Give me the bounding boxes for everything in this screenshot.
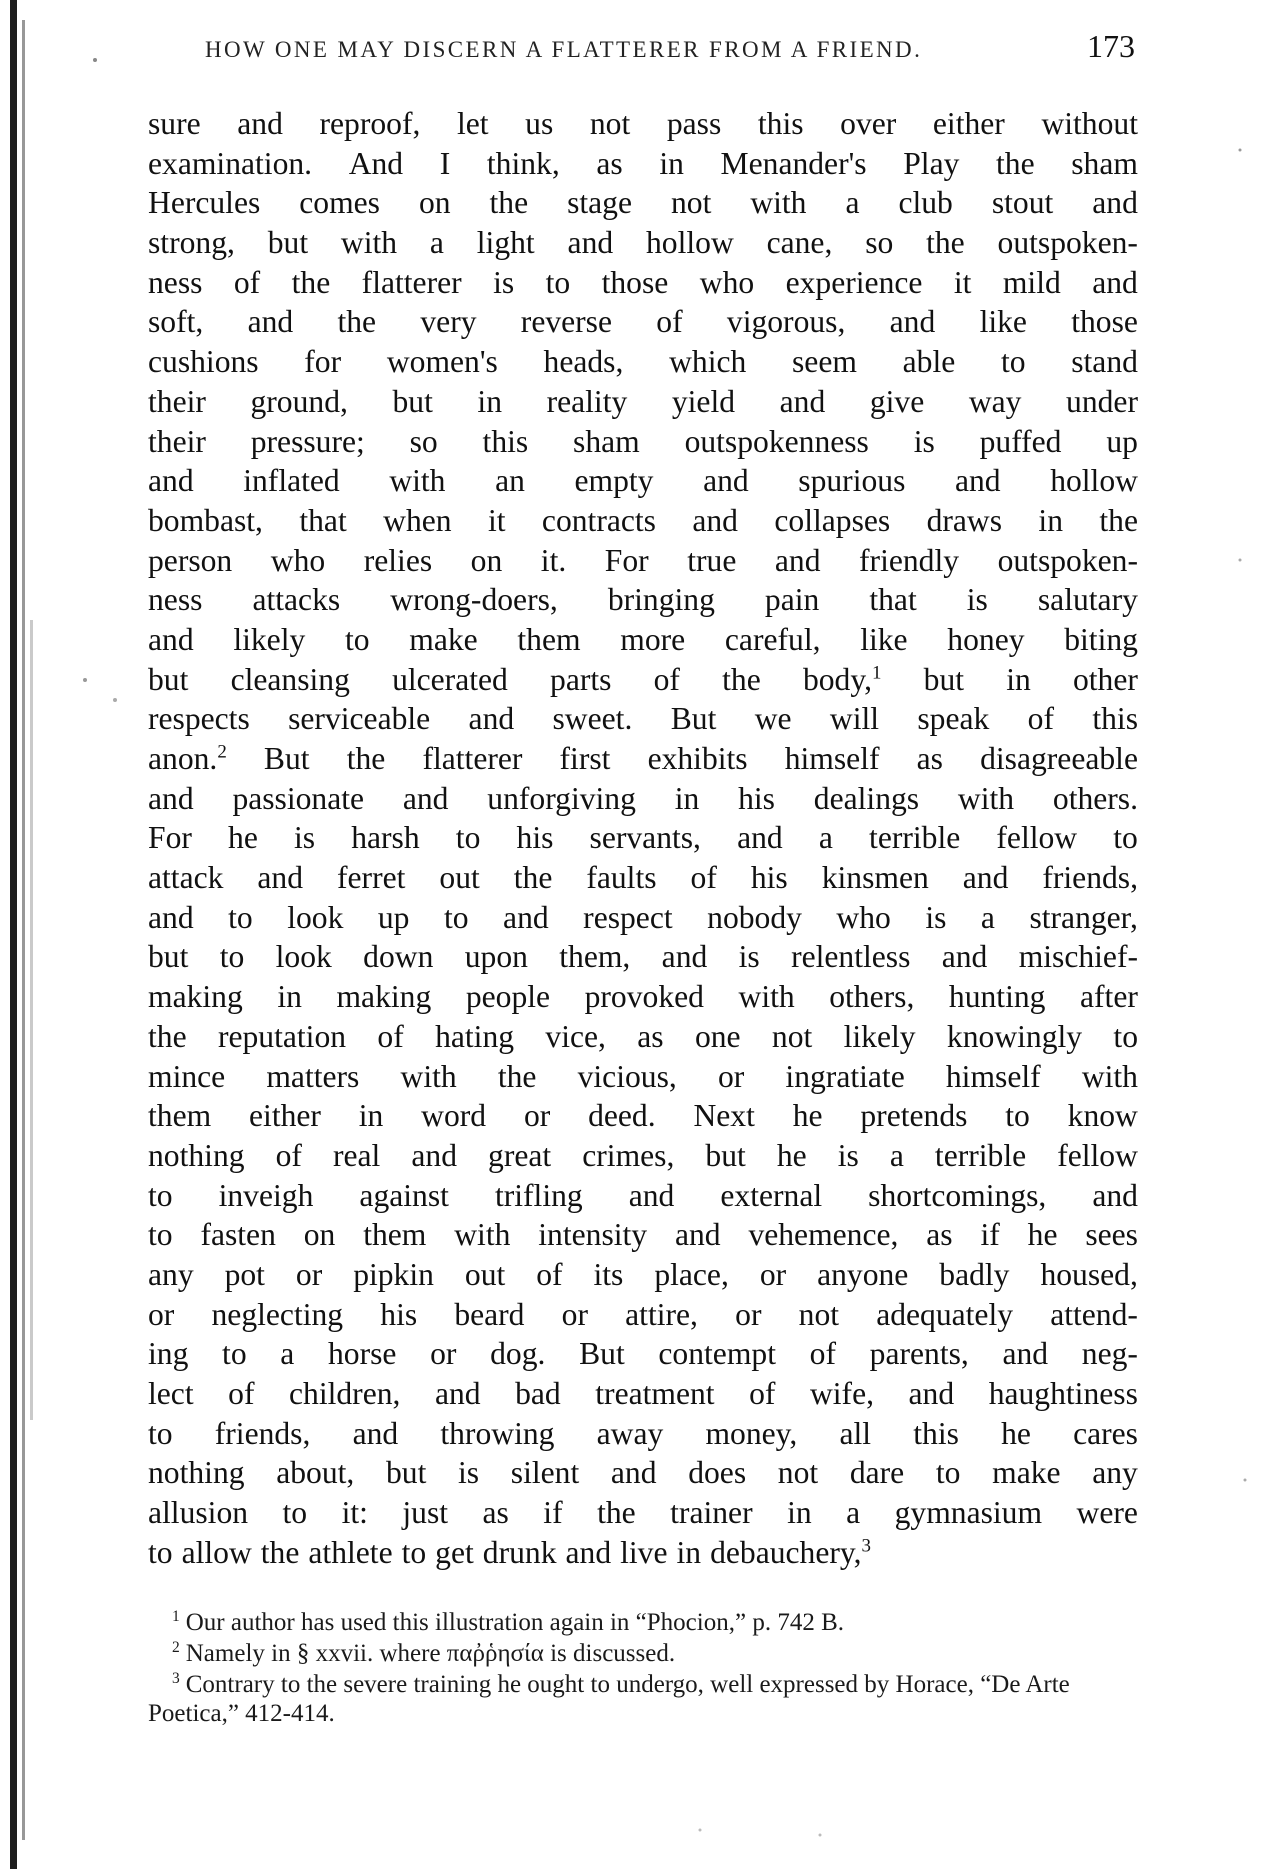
text-line: their pressure; so this sham outspokenness is puffed up [148,423,1138,459]
footnote-mark: 1 [172,1607,180,1625]
text-line: nothing about, but is silent and does not dare to make any [148,1455,1138,1491]
text-line: to fasten on them with intensity and vehemence, as if he sees [148,1217,1138,1253]
text-line: Hercules comes on the stage not with a club stout and [148,185,1138,221]
footnote [148,1670,1138,1728]
text-line: attack and ferret out the faults of his kinsmen and friends, [148,860,1138,896]
text-line: but cleansing ulcerated parts of the body,$^1$ but in other [148,661,1138,697]
text-line: bombast, that when it contracts and collapses draws in the [148,502,1138,538]
text-line: ing to a horse or dog. But contempt of parents, and neg- [148,1336,1138,1372]
body-text [148,104,1138,1572]
text-line: ness attacks wrong-doers, bringing pain that is salutary [148,582,1138,618]
page-number: 173 [1087,28,1135,64]
footnote [148,1639,1138,1668]
text-line: For he is harsh to his servants, and a terrible fellow to [148,820,1138,856]
text-line: cushions for women's heads, which seem able to stand [148,344,1138,380]
footnote-text: Namely in § xxvii. where παῤῥησία is discussed. [185,1640,676,1667]
text-line: and to look up to and respect nobody who is a stranger, [148,899,1138,935]
text-line: strong, but with a light and hollow cane, so the outspoken- [148,225,1138,261]
text-line: to friends, and throwing away money, all this he cares [148,1415,1138,1451]
footnote-text: Contrary to the severe training he ought to undergo, well expressed by Horace, “De Arte Poetica,” 412-414. [148,1671,1070,1727]
footnotes [148,1608,1138,1730]
text-line: examination. And I think, as in Menander's Play the sham [148,145,1138,181]
footnote-mark: 2 [172,1638,180,1656]
footnote-text: Our author has used this illustration again in “Phocion,” p. 742 B. [185,1609,844,1636]
text-line: but to look down upon them, and is relentless and mischief- [148,939,1138,975]
text-line: to allow the athlete to get drunk and live in debauchery,$^3$ [148,1534,872,1570]
footnote [148,1608,1138,1637]
text-line: and passionate and unforgiving in his dealings with others. [148,780,1138,816]
text-line: ness of the flatterer is to those who experience it mild and [148,264,1138,300]
text-line: allusion to it: just as if the trainer in a gymnasium were [148,1495,1138,1531]
text-line: making in making people provoked with others, hunting after [148,979,1138,1015]
text-line: nothing of real and great crimes, but he is a terrible fellow [148,1137,1138,1173]
text-line: anon.$^2$ But the flatterer first exhibits himself as disagreeable [148,741,1138,776]
text-line: them either in word or deed. Next he pretends to know [148,1098,1138,1134]
text-line: the reputation of hating vice, as one not likely knowingly to [148,1018,1138,1054]
text-line: their ground, but in reality yield and give way under [148,383,1138,419]
running-head: HOW ONE MAY DISCERN A FLATTERER FROM A FRIEND. [205,37,923,62]
page-header [205,28,1135,65]
text-line: to inveigh against trifling and external shortcomings, and [148,1177,1138,1213]
text-line: soft, and the very reverse of vigorous, and like those [148,304,1138,340]
text-line: mince matters with the vicious, or ingratiate himself with [148,1058,1138,1094]
text-line: lect of children, and bad treatment of wife, and haughtiness [148,1376,1138,1411]
text-line: any pot or pipkin out of its place, or anyone badly housed, [148,1256,1138,1292]
text-line: sure and reproof, let us not pass this over either without [148,106,1138,141]
text-line: respects serviceable and sweet. But we will speak of this [148,701,1138,737]
text-line: and inflated with an empty and spurious and hollow [148,463,1138,499]
text-line: or neglecting his beard or attire, or not adequately attend- [148,1296,1138,1332]
text-line: and likely to make them more careful, like honey biting [148,621,1138,657]
footnote-mark: 3 [172,1669,180,1687]
text-line: person who relies on it. For true and friendly outspoken- [148,542,1138,578]
